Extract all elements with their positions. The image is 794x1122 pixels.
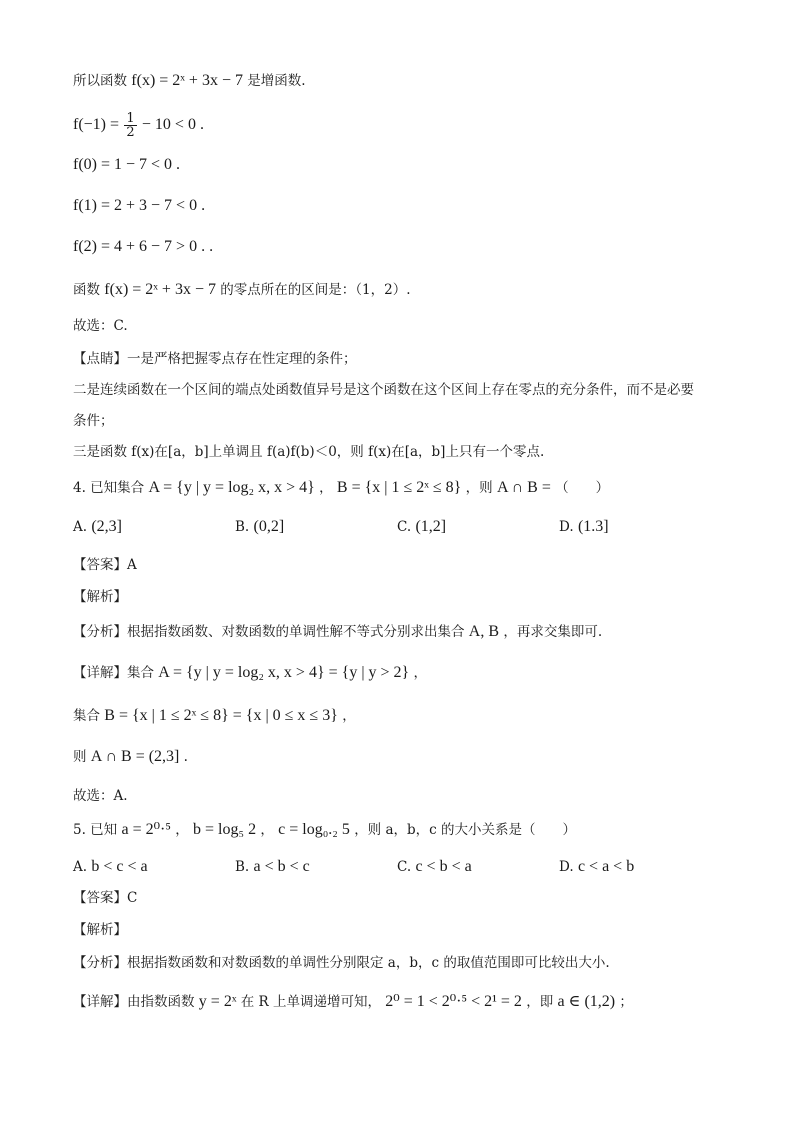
text: ，再求交集即可.	[503, 624, 603, 640]
text: 【详解】由指数函数	[73, 994, 195, 1010]
text: ，	[342, 708, 356, 724]
option-label: B.	[235, 859, 250, 875]
fraction	[124, 112, 136, 139]
formula: 2⁰ = 1 < 2⁰·⁵ < 2¹ = 2	[385, 993, 522, 1010]
numerator: 1	[126, 111, 135, 126]
option-b	[235, 518, 284, 536]
text: 5. 已知	[73, 822, 118, 838]
text-line	[73, 72, 306, 90]
option-label: C.	[397, 519, 412, 535]
analysis	[73, 623, 602, 641]
detail-line	[73, 664, 427, 682]
option-value: c < b < a	[415, 858, 472, 875]
text: ，	[319, 480, 333, 496]
question-5	[73, 821, 576, 839]
formula: A, B	[468, 623, 500, 640]
text: 所以函数	[73, 73, 127, 89]
text-line	[73, 281, 411, 299]
text: 在 R 上单调递增可知，	[240, 994, 381, 1010]
text: ，	[260, 822, 274, 838]
detail-line	[73, 993, 633, 1011]
formula: y = 2ˣ	[198, 993, 237, 1010]
text-line: 三是函数 f(x)在[a，b]上单调且 f(a)f(b)＜0，则 f(x)在[a，b]上只有一个零点.	[73, 444, 545, 460]
text: 的零点所在的区间是：（1，2）.	[220, 282, 411, 298]
denominator: 2	[126, 125, 135, 140]
option-d	[559, 858, 634, 876]
formula: f(x) = 2ˣ + 3x − 7	[131, 72, 243, 89]
option-d	[559, 518, 609, 536]
formula-line: f(2) = 4 + 6 − 7 > 0 . .	[73, 238, 214, 255]
formula: f(−1) =	[73, 116, 120, 133]
option-value: (2,3]	[91, 518, 122, 535]
question-4	[73, 479, 609, 497]
option-value: b < c < a	[91, 858, 148, 875]
option-value: (0,2]	[253, 518, 285, 535]
formula: A ∩ B = (2,3]	[90, 748, 180, 765]
text-line: 【点睛】一是严格把握零点存在性定理的条件；	[73, 351, 357, 367]
text-line: 二是连续函数在一个区间的端点处函数值异号是这个函数在这个区间上存在零点的充分条件，而不是必要	[73, 382, 694, 398]
answer: 【答案】A	[73, 557, 137, 573]
option-a	[73, 858, 148, 876]
analysis-heading: 【解析】	[73, 922, 127, 938]
answer: 【答案】C	[73, 890, 138, 906]
option-label: A.	[73, 519, 88, 535]
text-line: 故选：A.	[73, 788, 128, 804]
option-c	[397, 518, 446, 536]
option-value: (1.3]	[577, 518, 609, 535]
formula: − 10 < 0 .	[141, 116, 204, 133]
text: .	[183, 749, 188, 765]
text: （ ）	[555, 480, 610, 496]
text: ，	[175, 822, 189, 838]
formula: A = {y | y = log₂ x, x > 4}	[148, 479, 315, 496]
formula: B = {x | 1 ≤ 2ˣ ≤ 8}	[336, 479, 462, 496]
text: ，	[413, 665, 428, 681]
option-value: (1,2]	[415, 518, 447, 535]
text: 4. 已知集合	[73, 480, 145, 496]
text: 【分析】根据指数函数、对数函数的单调性解不等式分别求出集合	[73, 624, 465, 640]
text-line: 条件；	[73, 413, 114, 429]
option-label: A.	[73, 859, 88, 875]
formula: a = 2⁰·⁵	[121, 821, 171, 838]
option-c	[397, 858, 472, 876]
option-value: a < b < c	[253, 858, 310, 875]
analysis-heading: 【解析】	[73, 589, 127, 605]
formula: a ∈ (1,2)	[557, 993, 616, 1010]
text: 是增函数.	[247, 73, 306, 89]
text: 【详解】集合	[73, 665, 154, 681]
formula-line: f(0) = 1 − 7 < 0 .	[73, 156, 181, 173]
formula: A ∩ B =	[496, 479, 551, 496]
formula: b = log₅ 2	[193, 821, 257, 838]
formula-line: f(1) = 2 + 3 − 7 < 0 .	[73, 197, 206, 214]
text-line	[73, 112, 204, 139]
text: 集合	[73, 708, 100, 724]
formula: B = {x | 1 ≤ 2ˣ ≤ 8} = {x | 0 ≤ x ≤ 3}	[104, 707, 338, 724]
option-b	[235, 858, 310, 876]
text: ，即	[526, 994, 554, 1010]
option-a	[73, 518, 122, 536]
text: ，则	[465, 480, 493, 496]
option-label: D.	[559, 859, 574, 875]
option-label: D.	[559, 519, 574, 535]
detail-line	[73, 707, 356, 725]
text: ，则 a，b，c 的大小关系是（ ）	[354, 822, 577, 838]
analysis: 【分析】根据指数函数和对数函数的单调性分别限定 a，b，c 的取值范围即可比较出大小.	[73, 955, 610, 971]
formula: A = {y | y = log₂ x, x > 4} = {y | y > 2}	[158, 664, 410, 681]
text: 则	[73, 749, 87, 765]
text-line: 故选：C.	[73, 318, 128, 334]
option-value: c < a < b	[577, 858, 635, 875]
text: 函数	[73, 282, 100, 298]
formula: f(x) = 2ˣ + 3x − 7	[104, 281, 216, 298]
option-label: B.	[235, 519, 250, 535]
formula: c = log₀.₂ 5	[278, 821, 350, 838]
option-label: C.	[397, 859, 412, 875]
text: ；	[619, 994, 633, 1010]
detail-line	[73, 748, 188, 766]
